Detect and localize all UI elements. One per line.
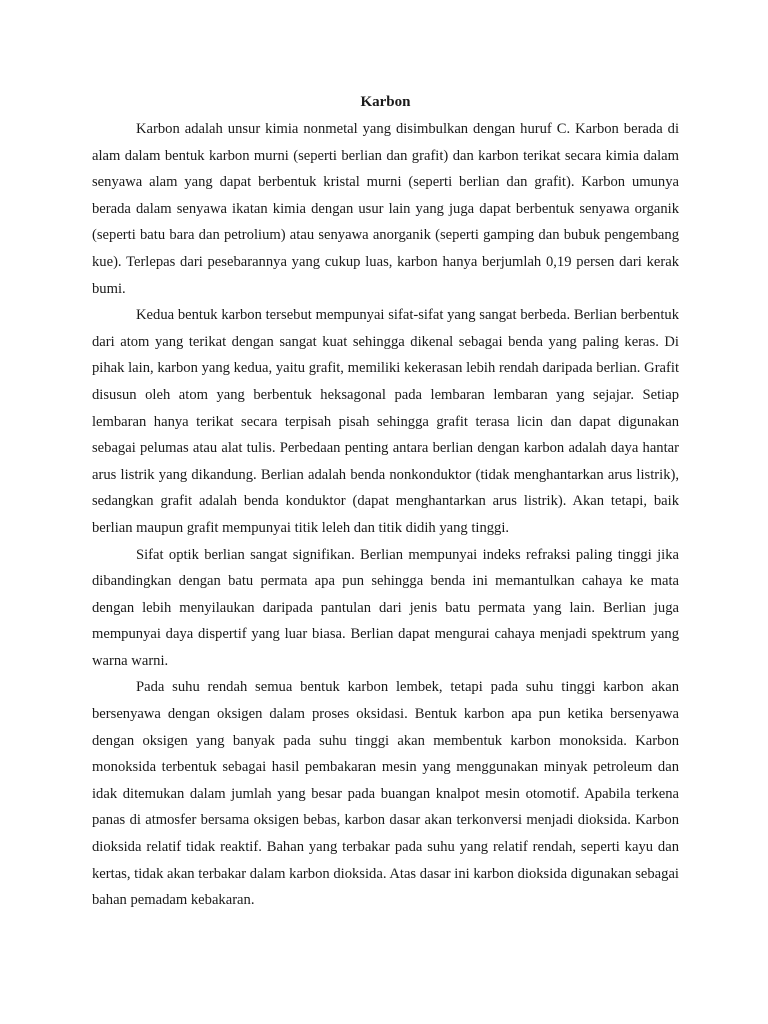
document-page bbox=[92, 89, 679, 914]
paragraph-optical: Sifat optik berlian sangat signifikan. Berlian mempunyai indeks refraksi paling tinggi jika dibandingkan dengan batu permata apa pun sehingga benda ini memantulkan cahaya ke mata dengan lebih menyilaukan daripada pantulan dari jenis batu permata yang lain. Berlian juga mempunyai daya dispertif yang luar biasa. Berlian dapat mengurai cahaya menjadi spektrum yang warna warni. bbox=[92, 546, 679, 669]
document-title: Karbon bbox=[360, 94, 411, 110]
paragraph-oxidation: Pada suhu rendah semua bentuk karbon lembek, tetapi pada suhu tinggi karbon akan bersenyawa dengan oksigen dalam proses oksidasi. Bentuk karbon apa pun ketika bersenyawa dengan oksigen yang banyak pada suhu tinggi akan membentuk karbon monoksida. Karbon monoksida terbentuk sebagai hasil pembakaran mesin yang menggunakan minyak petroleum dan idak ditemukan dalam jumlah yang besar pada buangan knalpot mesin otomotif. Apabila terkena panas di atmosfer bersama oksigen bebas, karbon dasar akan terkonversi menjadi dioksida. Karbon dioksida relatif tidak reaktif. Bahan yang terbakar pada suhu yang relatif rendah, seperti kayu dan kertas, tidak akan terbakar dalam karbon dioksida. Atas dasar ini karbon dioksida digunakan sebagai bahan pemadam kebakaran. bbox=[92, 679, 679, 909]
paragraph-definition: Karbon adalah unsur kimia nonmetal yang disimbulkan dengan huruf C. Karbon berada di alam dalam bentuk karbon murni (seperti berlian dan grafit) dan karbon terikat secara kimia dalam senyawa alam yang dapat berbentuk kristal murni (seperti berlian dan grafit). Karbon umunya berada dalam senyawa ikatan kimia dengan usur lain yang juga dapat berbentuk senyawa organik (seperti batu bara dan petrolium) atau senyawa anorganik (seperti gamping dan bubuk pengembang kue). Terlepas dari pesebarannya yang cukup luas, karbon hanya berjumlah 0,19 persen dari kerak bumi. bbox=[92, 121, 679, 297]
paragraph-properties: Kedua bentuk karbon tersebut mempunyai sifat-sifat yang sangat berbeda. Berlian berbentuk dari atom yang terikat dengan sangat kuat sehingga dikenal sebagai benda yang paling keras. Di pihak lain, karbon yang kedua, yaitu grafit, memiliki kekerasan lebih rendah daripada berlian. Grafit disusun oleh atom yang berbentuk heksagonal pada lembaran lembaran yang sejajar. Setiap lembaran hanya terikat secara terpisah pisah sehingga grafit terasa licin dan dapat digunakan sebagai pelumas atau alat tulis. Perbedaan penting antara berlian dengan karbon adalah daya hantar arus listrik yang dikandung. Berlian adalah benda nonkonduktor (tidak menghantarkan arus listrik), sedangkan grafit adalah benda konduktor (dapat menghantarkan arus listrik). Akan tetapi, baik berlian maupun grafit mempunyai titik leleh dan titik didih yang tinggi. bbox=[92, 307, 679, 536]
